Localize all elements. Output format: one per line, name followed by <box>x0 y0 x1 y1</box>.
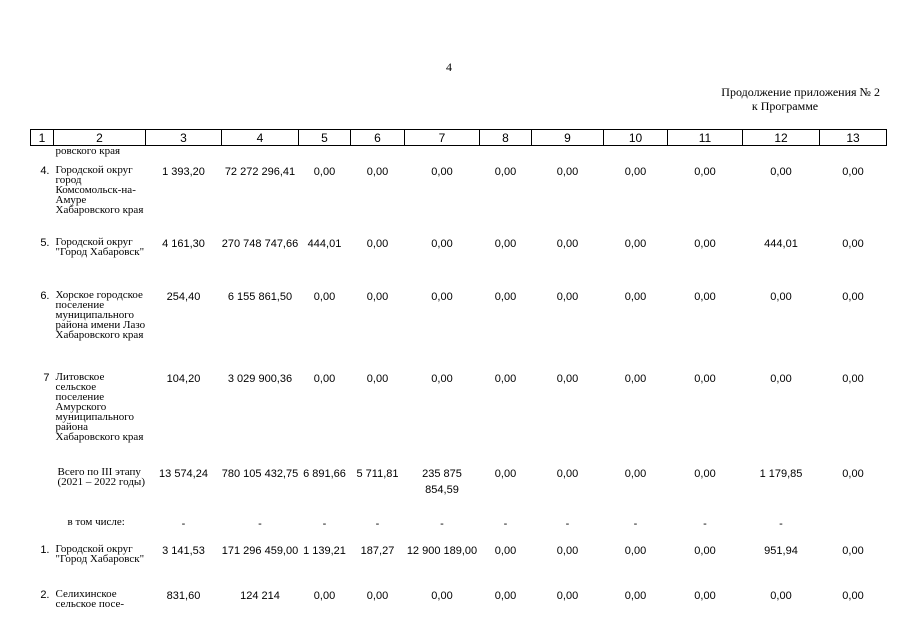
value-cell: 0,00 <box>624 590 647 602</box>
value-cell: 4 161,30 <box>162 238 205 250</box>
value-cell: - <box>779 518 783 530</box>
value-cell: 0,00 <box>494 373 517 385</box>
municipality-name: Селихинское сельское посе- <box>55 588 125 610</box>
value-cell: 3 141,53 <box>162 545 205 557</box>
column-header: 3 <box>146 130 222 146</box>
value-cell: 104,20 <box>166 373 201 385</box>
column-header: 11 <box>668 130 743 146</box>
row-number: 6. <box>40 290 50 302</box>
value-cell: 171 296 459,00 <box>221 545 299 557</box>
value-cell: 1 179,85 <box>759 468 803 480</box>
value-cell: 0,00 <box>842 545 864 557</box>
value-cell: 0,00 <box>770 373 792 385</box>
appendix-line-2: к Программе <box>751 99 819 113</box>
municipality-name: в том числе: <box>67 516 125 528</box>
value-cell: 0,00 <box>431 166 453 178</box>
value-cell: 0,00 <box>313 373 336 385</box>
value-cell: 0,00 <box>313 291 336 303</box>
value-cell: 0,00 <box>431 373 453 385</box>
value-cell: 0,00 <box>842 166 864 178</box>
value-cell: 0,00 <box>694 545 716 557</box>
row-number: 5. <box>40 237 50 249</box>
value-cell: - <box>440 518 444 530</box>
value-cell: 0,00 <box>694 468 716 480</box>
value-cell: 0,00 <box>842 590 864 602</box>
value-cell: 0,00 <box>556 545 579 557</box>
value-cell: 6 155 861,50 <box>227 291 293 303</box>
value-cell: 0,00 <box>494 166 517 178</box>
value-cell: 0,00 <box>494 590 517 602</box>
value-cell: 1 393,20 <box>162 166 205 178</box>
value-cell: - <box>565 518 570 530</box>
value-cell: 6 891,66 <box>303 468 346 480</box>
value-cell: 3 029 900,36 <box>227 373 293 385</box>
municipality-name: Городской округ "Город Хабаровск" <box>55 236 145 258</box>
value-cell: 0,00 <box>770 590 792 602</box>
value-cell: 0,00 <box>556 590 579 602</box>
column-header: 13 <box>820 130 887 146</box>
value-cell: 0,00 <box>494 238 517 250</box>
value-cell: 0,00 <box>366 238 389 250</box>
page-number: 4 <box>446 60 452 74</box>
value-cell: 0,00 <box>842 238 864 250</box>
value-cell: - <box>503 518 508 530</box>
table-row <box>31 512 887 539</box>
value-cell: 0,00 <box>694 291 716 303</box>
value-cell: 270 748 747,66 <box>221 238 299 250</box>
value-cell: 831,60 <box>166 590 201 602</box>
value-cell: 0,00 <box>556 373 579 385</box>
value-cell <box>820 512 887 539</box>
appendix-caption <box>690 85 880 113</box>
value-cell: 0,00 <box>694 373 716 385</box>
column-header: 9 <box>532 130 604 146</box>
value-cell: 187,27 <box>360 545 395 557</box>
value-cell: 0,00 <box>431 238 453 250</box>
value-cell: 0,00 <box>431 590 453 602</box>
value-cell: 13 574,24 <box>159 468 208 480</box>
value-cell: 0,00 <box>770 166 792 178</box>
column-header: 2 <box>54 130 146 146</box>
municipality-name: Всего по III этапу (2021 – 2022 годы) <box>57 466 145 488</box>
value-cell: 444,01 <box>307 238 342 250</box>
value-cell: 254,40 <box>166 291 201 303</box>
value-cell: 0,00 <box>366 373 389 385</box>
value-cell: 0,00 <box>624 373 647 385</box>
column-header: 1 <box>31 130 54 146</box>
column-number-header <box>31 130 887 146</box>
value-cell: 0,00 <box>770 291 792 303</box>
value-cell: 0,00 <box>494 545 517 557</box>
value-cell: 0,00 <box>366 590 389 602</box>
value-cell: 0,00 <box>494 468 517 480</box>
value-cell: 0,00 <box>366 291 389 303</box>
row-number: 4. <box>40 165 50 177</box>
municipality-name: Литовское сельское поселение Амурского муниципального района Хабаровского края <box>55 371 144 443</box>
row-number: 7 <box>43 372 50 384</box>
table-row <box>31 462 887 512</box>
value-cell: 0,00 <box>694 166 716 178</box>
column-header: 6 <box>351 130 405 146</box>
municipality-name: Городской округ город Комсомольск-на-Амуре Хабаровского края <box>55 164 144 216</box>
value-cell: 0,00 <box>624 545 647 557</box>
value-cell: 124 214 <box>240 590 280 602</box>
value-cell: 0,00 <box>624 291 647 303</box>
value-cell: - <box>375 518 380 530</box>
value-cell: 0,00 <box>556 468 579 480</box>
column-header: 12 <box>743 130 820 146</box>
value-cell: 0,00 <box>431 291 453 303</box>
table-row <box>31 584 887 624</box>
value-cell: - <box>633 518 638 530</box>
value-cell: 72 272 296,41 <box>224 166 296 178</box>
value-cell: 0,00 <box>694 590 716 602</box>
value-cell: 951,94 <box>764 545 798 557</box>
value-cell: 780 105 432,75 <box>221 468 299 480</box>
value-cell: 1 139,21 <box>303 545 346 557</box>
value-cell: 0,00 <box>842 373 864 385</box>
row-number: 1. <box>40 544 50 556</box>
column-header: 5 <box>299 130 351 146</box>
value-cell: - <box>181 518 186 530</box>
value-cell: 12 900 189,00 <box>406 545 478 557</box>
column-header: 8 <box>480 130 532 146</box>
municipality-name: Городской округ "Город Хабаровск" <box>55 543 145 565</box>
table-row <box>31 232 887 285</box>
value-cell: - <box>703 518 707 530</box>
value-cell: - <box>322 518 327 530</box>
table-row <box>31 367 887 462</box>
continuation-text: ровского края <box>55 145 121 157</box>
value-cell: 0,00 <box>624 468 647 480</box>
column-header: 4 <box>222 130 299 146</box>
value-cell: 0,00 <box>494 291 517 303</box>
municipality-name: Хорское городское поселение муниципального района имени Лазо Хабаровского края <box>55 289 146 341</box>
value-cell: 444,01 <box>764 238 798 250</box>
continuation-row <box>31 146 887 161</box>
data-table <box>30 129 887 624</box>
value-cell: 0,00 <box>624 238 647 250</box>
column-header: 7 <box>405 130 480 146</box>
value-cell: 0,00 <box>842 291 864 303</box>
row-number: 2. <box>40 589 50 601</box>
value-cell: 0,00 <box>313 166 336 178</box>
table-row <box>31 285 887 367</box>
value-cell: 5 711,81 <box>356 468 399 480</box>
value-cell: 0,00 <box>556 166 579 178</box>
value-cell: 0,00 <box>366 166 389 178</box>
value-cell: 235 875 854,59 <box>422 468 462 496</box>
row-number <box>31 512 54 539</box>
appendix-line-1: Продолжение приложения № 2 <box>721 85 880 99</box>
value-cell: 0,00 <box>556 238 579 250</box>
value-cell: - <box>258 518 262 530</box>
value-cell: 0,00 <box>624 166 647 178</box>
value-cell: 0,00 <box>694 238 716 250</box>
table-row <box>31 539 887 584</box>
row-number <box>31 462 54 512</box>
table-row <box>31 160 887 232</box>
value-cell: 0,00 <box>313 590 336 602</box>
column-header: 10 <box>604 130 668 146</box>
value-cell: 0,00 <box>556 291 579 303</box>
value-cell: 0,00 <box>842 468 864 480</box>
